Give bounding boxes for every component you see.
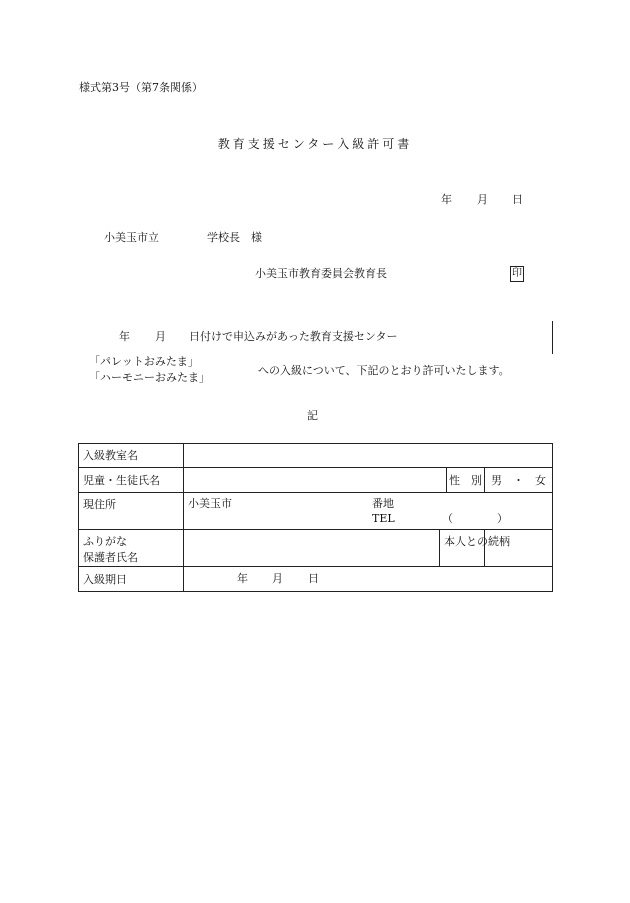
table-row — [79, 567, 553, 592]
classroom-value[interactable] — [184, 444, 553, 468]
issuer-name: 小美玉市教育委員会教育長 — [255, 267, 387, 280]
detail-table — [78, 443, 553, 592]
relation-label: 本人との続柄 — [440, 530, 485, 567]
tel-parens: （ ） — [442, 512, 508, 525]
application-text: 日付けで申込みがあった教育支援センター — [189, 330, 398, 343]
document-title: 教育支援センター入級許可書 — [217, 137, 413, 151]
tel-label: TEL — [372, 512, 395, 525]
ki-heading: 記 — [307, 409, 318, 422]
table-row — [79, 444, 553, 468]
entry-date-value[interactable] — [184, 567, 553, 592]
entry-month-label: 月 — [272, 572, 283, 585]
seal-mark: 印 — [510, 266, 524, 282]
gender-label: 性 別 — [447, 468, 485, 493]
table-row — [79, 493, 553, 530]
gender-options[interactable]: 男 ・ 女 — [485, 468, 553, 493]
classroom-label: 入級教室名 — [79, 444, 184, 468]
addressee-city: 小美玉市立 — [104, 231, 159, 244]
addressee-principal: 学校長 様 — [207, 231, 262, 244]
entry-day-label: 日 — [308, 572, 319, 585]
date-day-label: 日 — [512, 193, 523, 206]
guardian-label — [79, 530, 184, 567]
center-name-palette: 「パレットおみたま」 — [89, 355, 199, 368]
permit-statement: への入級について、下記のとおり許可いたします。 — [258, 364, 510, 377]
application-month-label: 月 — [155, 330, 166, 343]
date-year-label: 年 — [441, 193, 452, 206]
student-name-label: 児童・生徒氏名 — [79, 468, 184, 493]
form-number: 様式第3号（第7条関係） — [79, 81, 203, 94]
address-city: 小美玉市 — [188, 497, 232, 510]
entry-date-label: 入級期日 — [79, 567, 184, 592]
address-banchi: 番地 — [372, 497, 394, 510]
table-row — [79, 530, 553, 567]
table-row — [79, 468, 553, 493]
furigana-label: ふりがな — [83, 534, 127, 548]
address-label: 現住所 — [79, 493, 184, 530]
guardian-name-label: 保護者氏名 — [83, 550, 138, 564]
date-month-label: 月 — [477, 193, 488, 206]
margin-rule — [552, 321, 553, 354]
application-year-label: 年 — [119, 330, 130, 343]
center-name-harmony: 「ハーモニーおみたま」 — [89, 371, 210, 384]
guardian-name-value[interactable] — [184, 530, 440, 567]
student-name-value[interactable] — [184, 468, 447, 493]
entry-year-label: 年 — [237, 572, 248, 585]
address-value[interactable] — [184, 493, 553, 530]
